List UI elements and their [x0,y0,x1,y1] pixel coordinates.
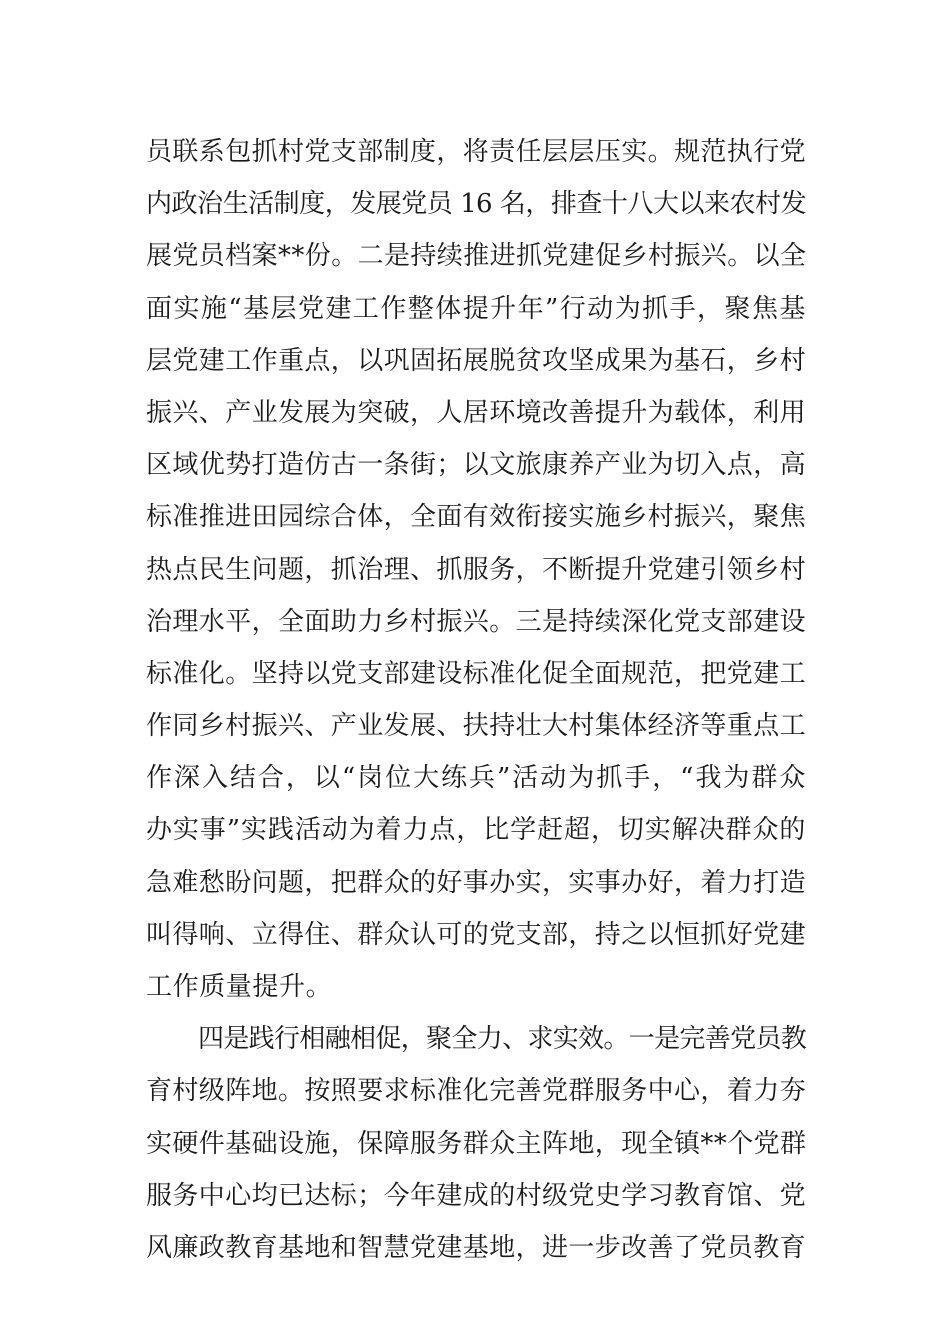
document-body [146,126,806,1274]
text-line: 标准化。坚持以党支部建设标准化促全面规范，把党建工 [146,658,807,689]
paragraph-2 [146,1013,806,1274]
text-line: 标准推进田园综合体，全面有效衔接实施乡村振兴，聚焦 [146,502,807,533]
text-line: 面实施“基层党建工作整体提升年”行动为抓手，聚焦基 [146,293,806,324]
text-line: 工作质量提升。 [146,972,333,1002]
text-line: 作深入结合，以“岗位大练兵”活动为抓手，“我为群众 [146,763,806,794]
text-line: 四是践行相融相促，聚全力、求实效。一是完善党员教 [198,1024,806,1055]
text-line: 实硬件基础设施，保障服务群众主阵地，现全镇**个党群 [146,1128,807,1159]
text-line: 振兴、产业发展为突破，人居环境改善提升为载体，利用 [146,397,807,428]
text-line: 内政治生活制度，发展党员 16 名，排查十八大以来农村发 [146,189,806,220]
text-line: 展党员档案**份。二是持续推进抓党建促乡村振兴。以全 [146,241,807,272]
text-line: 作同乡村振兴、产业发展、扶持壮大村集体经济等重点工 [146,711,807,742]
text-line: 叫得响、立得住、群众认可的党支部，持之以恒抓好党建 [146,919,807,950]
text-line: 层党建工作重点，以巩固拓展脱贫攻坚成果为基石，乡村 [146,345,807,376]
text-line: 急难愁盼问题，把群众的好事办实，实事办好，着力打造 [146,867,807,898]
text-line: 热点民生问题，抓治理、抓服务，不断提升党建引领乡村 [146,554,807,585]
text-line: 育村级阵地。按照要求标准化完善党群服务中心，着力夯 [146,1076,807,1107]
text-line: 治理水平，全面助力乡村振兴。三是持续深化党支部建设 [146,606,807,637]
text-line: 区域优势打造仿古一条街；以文旅康养产业为切入点，高 [146,450,807,481]
text-line: 办实事”实践活动为着力点，比学赶超，切实解决群众的 [146,815,806,846]
text-line: 风廉政教育基地和智慧党建基地，进一步改善了党员教育 [146,1232,807,1263]
text-line: 员联系包抓村党支部制度，将责任层层压实。规范执行党 [146,137,807,167]
paragraph-1 [146,126,806,1013]
text-line: 服务中心均已达标；今年建成的村级党史学习教育馆、党 [146,1180,807,1211]
